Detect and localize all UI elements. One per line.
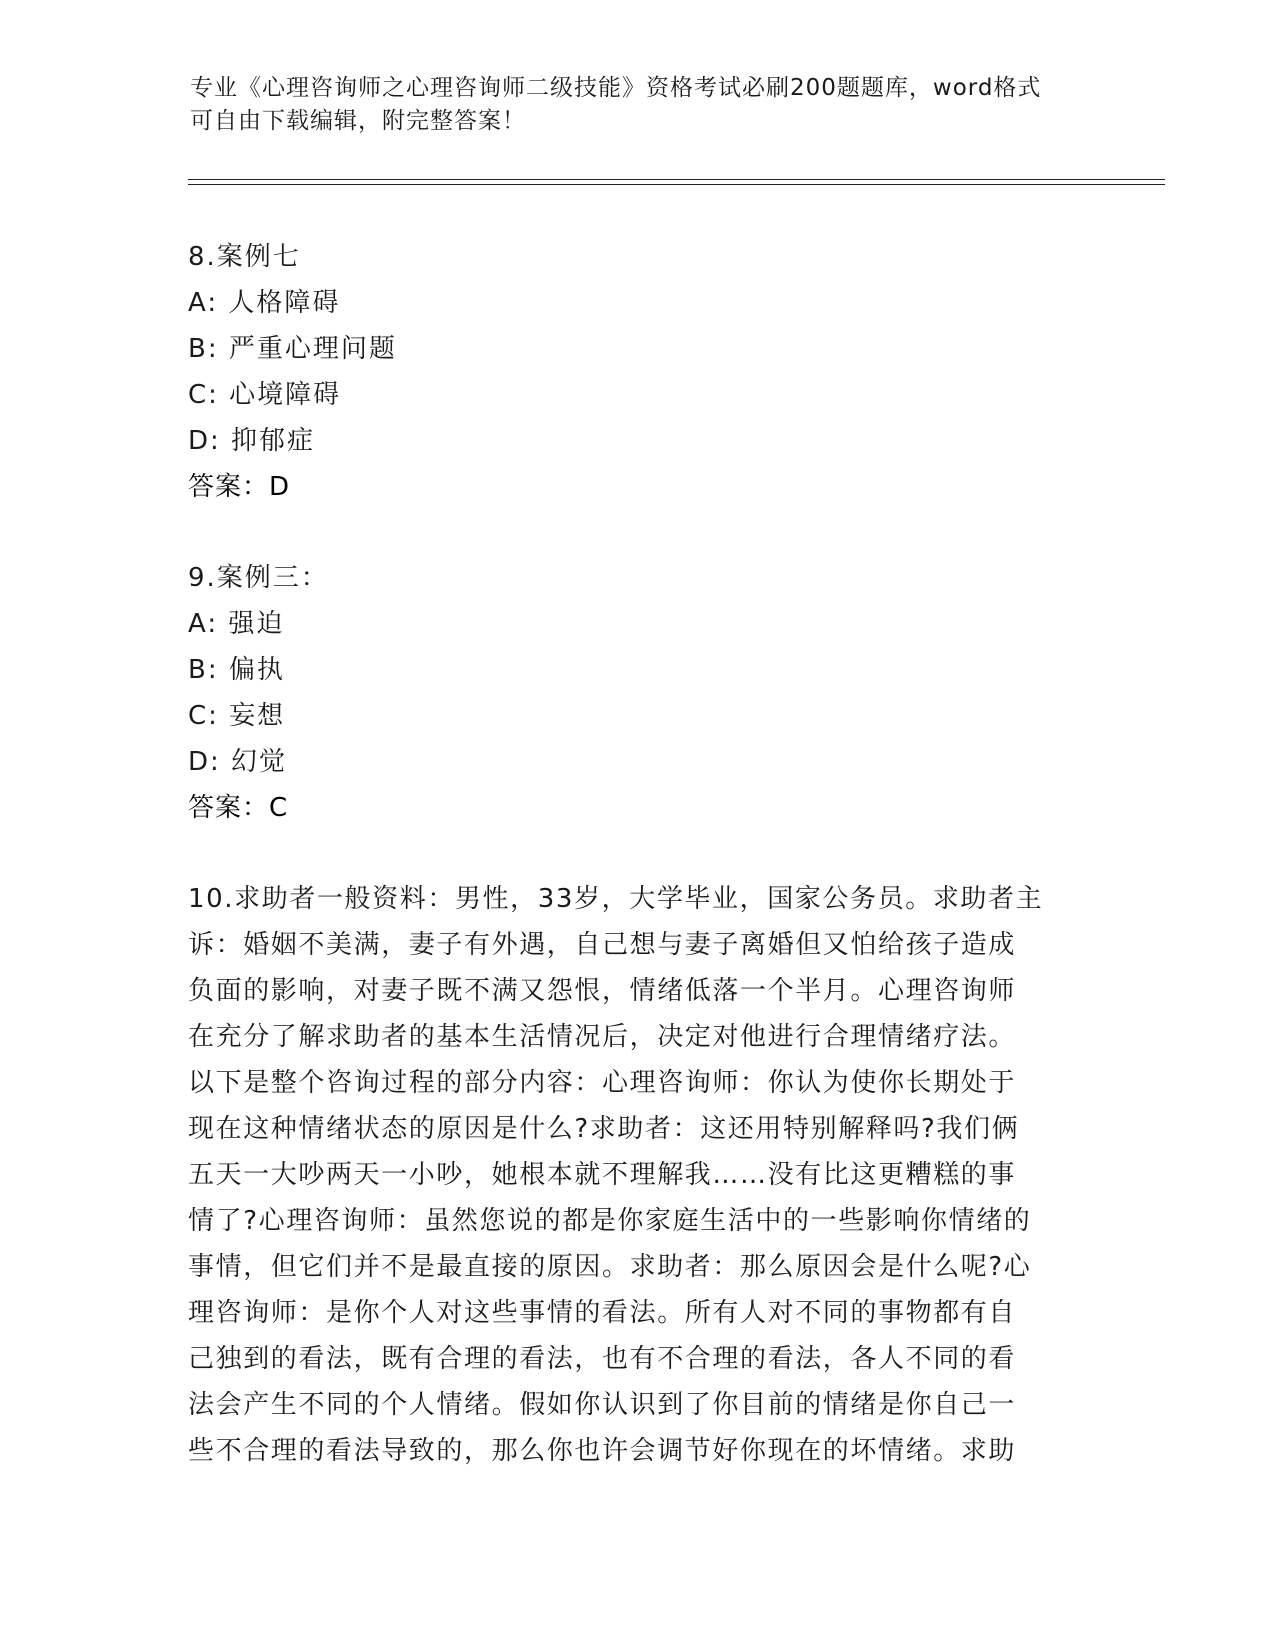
question-10 xyxy=(188,876,1088,1474)
header-line-2: 可自由下载编辑，附完整答案！ xyxy=(190,108,526,134)
question-text-line: 诉：婚姻不美满，妻子有外遇，自己想与妻子离婚但又怕给孩子造成 xyxy=(188,930,1017,960)
option-a: A: 人格障碍 xyxy=(188,288,341,318)
option-d: D: 抑郁症 xyxy=(188,426,316,456)
option-c: C: 妄想 xyxy=(188,701,286,731)
header-divider-bottom xyxy=(188,184,1165,185)
question-text-line: 10.求助者一般资料：男性，33岁，大学毕业，国家公务员。求助者主 xyxy=(188,884,1044,914)
header-divider-top xyxy=(188,179,1165,180)
option-c: C: 心境障碍 xyxy=(188,380,342,410)
question-text-line: 现在这种情绪状态的原因是什么?求助者：这还用特别解释吗?我们俩 xyxy=(188,1114,1020,1144)
question-text-line: 些不合理的看法导致的，那么你也许会调节好你现在的坏情绪。求助 xyxy=(188,1436,1017,1466)
document-header xyxy=(190,72,1090,138)
question-9 xyxy=(188,555,1088,831)
answer-line: 答案：D xyxy=(188,472,291,502)
option-b: B: 偏执 xyxy=(188,655,285,685)
question-text-line: 在充分了解求助者的基本生活情况后，决定对他进行合理情绪疗法。 xyxy=(188,1022,1017,1052)
header-line-1: 专业《心理咨询师之心理咨询师二级技能》资格考试必刷200题题库，word格式 xyxy=(190,75,1042,101)
question-text-line: 理咨询师：是你个人对这些事情的看法。所有人对不同的事物都有自 xyxy=(188,1298,1017,1328)
question-stem: 8.案例七 xyxy=(188,242,301,272)
question-text-line: 负面的影响，对妻子既不满又怨恨，情绪低落一个半月。心理咨询师 xyxy=(188,976,1017,1006)
question-text-line: 情了?心理咨询师：虽然您说的都是你家庭生活中的一些影响你情绪的 xyxy=(188,1206,1032,1236)
question-stem: 9.案例三： xyxy=(188,563,329,593)
question-text-line: 事情，但它们并不是最直接的原因。求助者：那么原因会是什么呢?心 xyxy=(188,1252,1032,1282)
option-b: B: 严重心理问题 xyxy=(188,334,397,364)
question-text-line: 以下是整个咨询过程的部分内容：心理咨询师：你认为使你长期处于 xyxy=(188,1068,1017,1098)
question-text-line: 五天一大吵两天一小吵，她根本就不理解我……没有比这更糟糕的事 xyxy=(188,1160,1017,1190)
answer-line: 答案：C xyxy=(188,793,289,823)
question-8 xyxy=(188,234,1088,510)
option-d: D: 幻觉 xyxy=(188,747,288,777)
option-a: A: 强迫 xyxy=(188,609,285,639)
question-text-line: 法会产生不同的个人情绪。假如你认识到了你目前的情绪是你自己一 xyxy=(188,1390,1017,1420)
question-text-line: 己独到的看法，既有合理的看法，也有不合理的看法，各人不同的看 xyxy=(188,1344,1017,1374)
